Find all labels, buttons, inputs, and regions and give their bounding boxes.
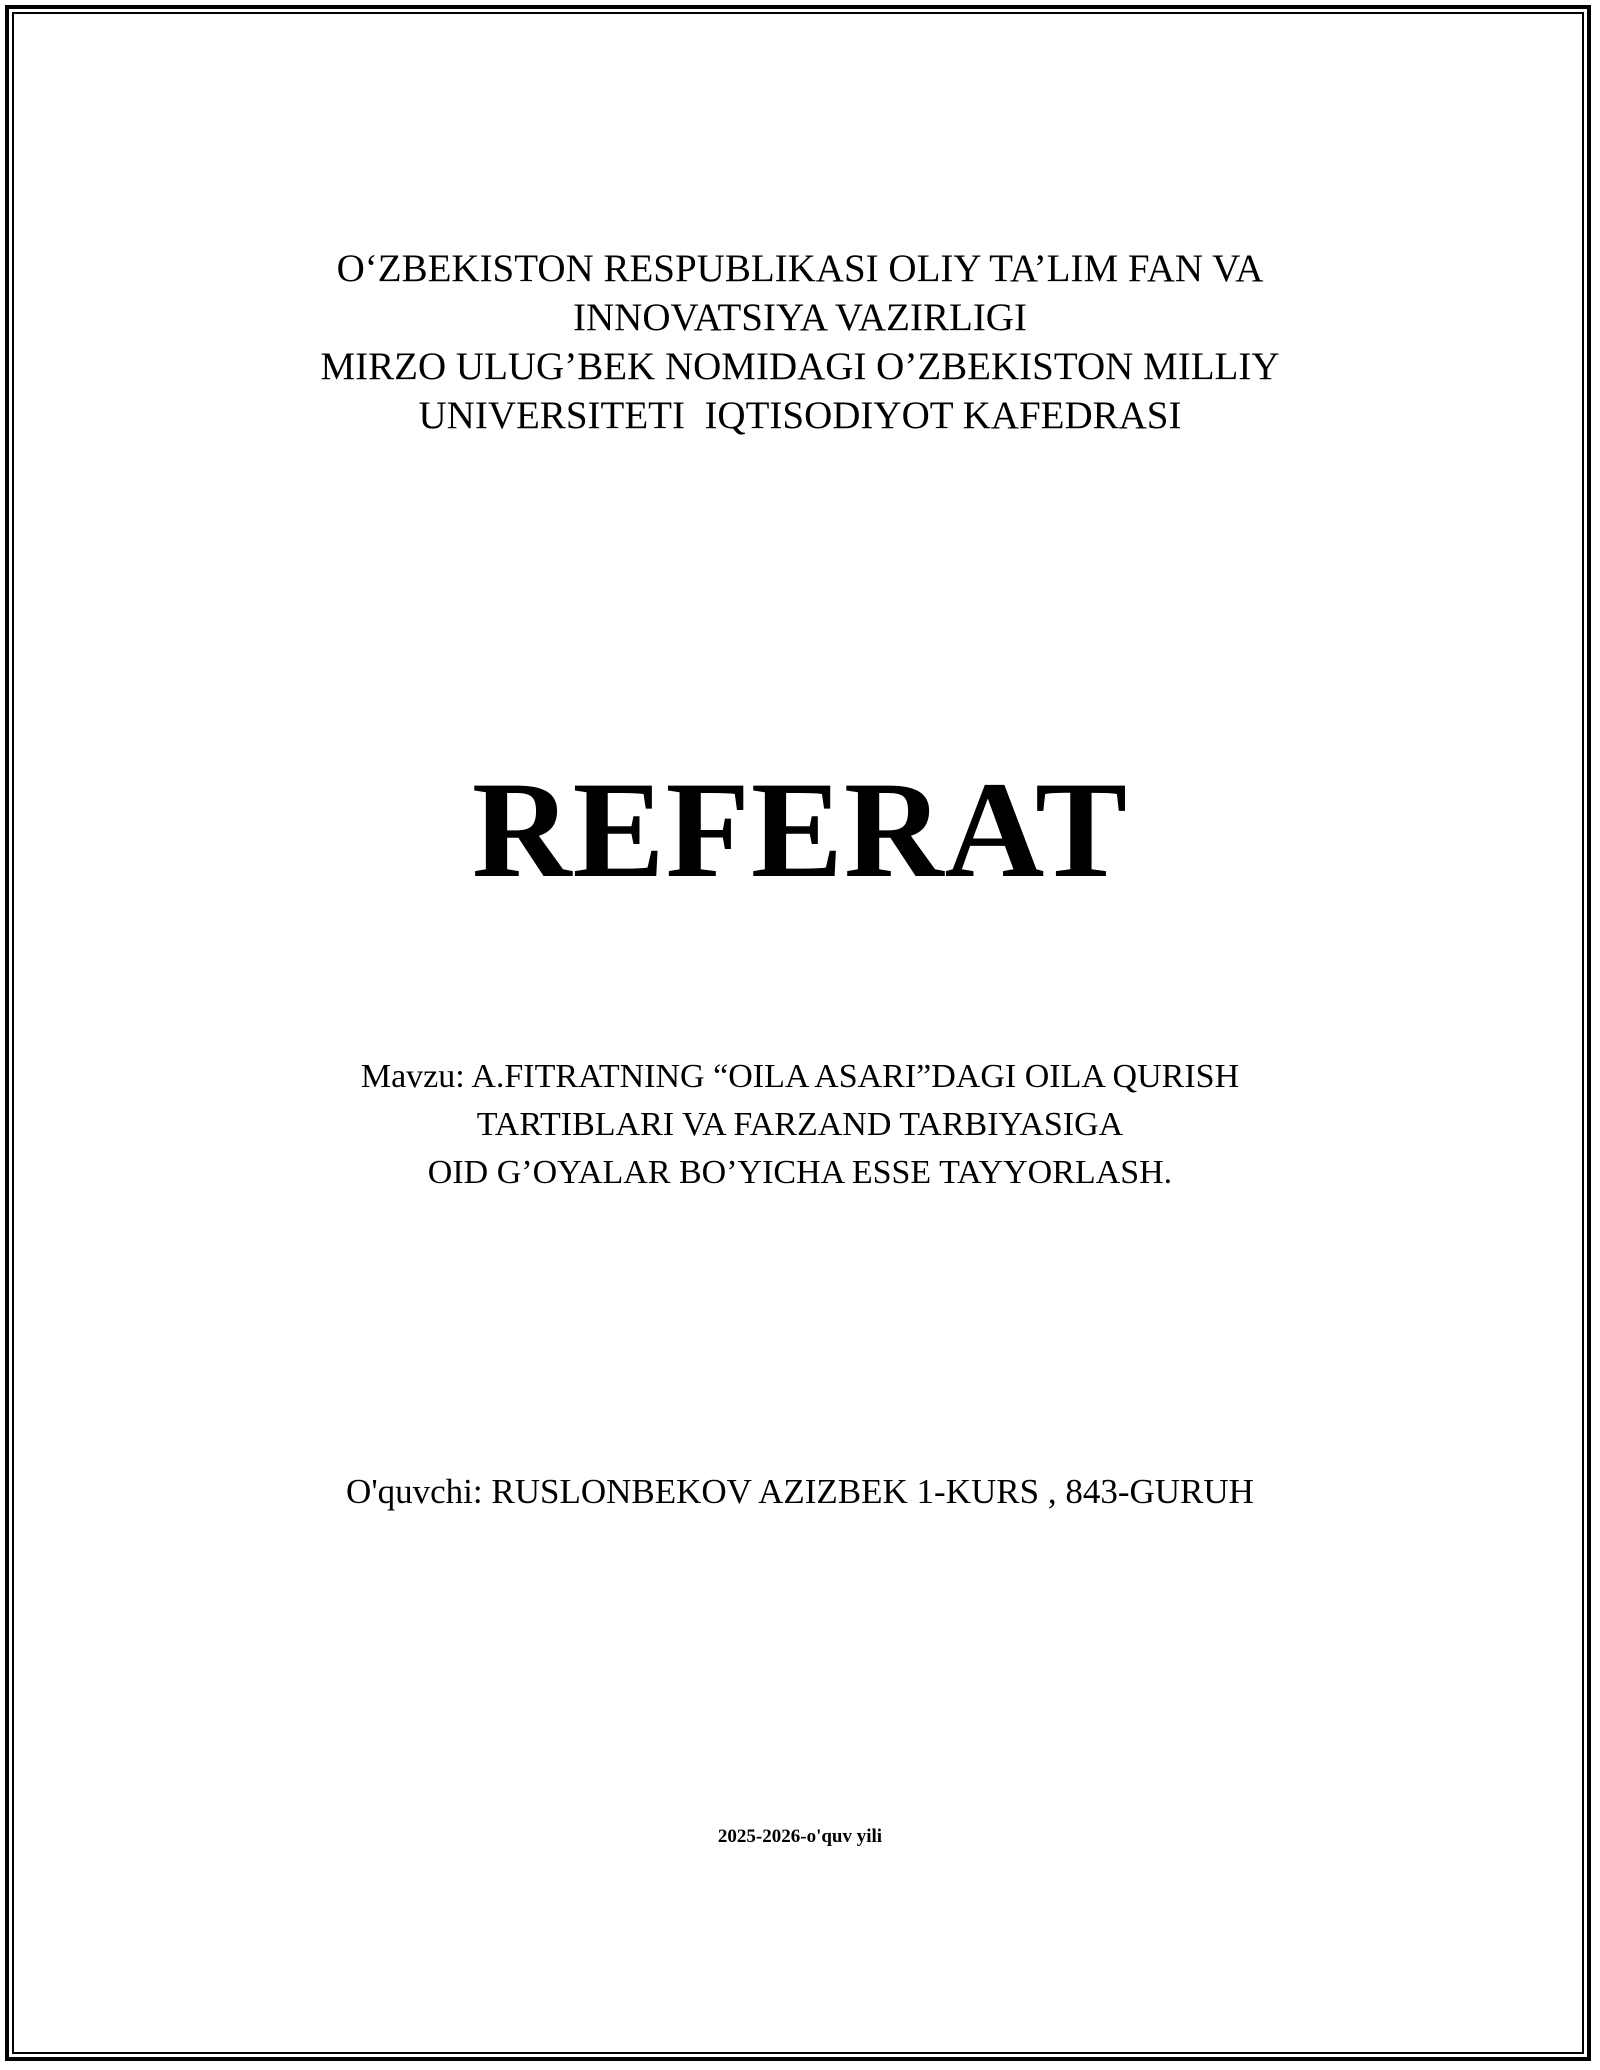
- topic-line-1: Mavzu: A.FITRATNING “OILA ASARI”DAGI OILA QURISH: [360, 1058, 1240, 1095]
- academic-year: 2025-2026-o'quv yili: [717, 1826, 883, 1847]
- document-title: REFERAT: [471, 753, 1129, 906]
- student-info: O'quvchi: RUSLONBEKOV AZIZBEK 1-KURS , 843-GURUH: [346, 1472, 1254, 1511]
- topic-block: [0, 1053, 1600, 1197]
- header-line-ministry-cont: INNOVATSIYA VAZIRLIGI: [573, 296, 1027, 339]
- header-line-ministry: O‘ZBEKISTON RESPUBLIKASI OLIY TA’LIM FAN VA: [336, 247, 1264, 290]
- topic-line-3: OID G’OYALAR BO’YICHA ESSE TAYYORLASH.: [427, 1154, 1173, 1191]
- institution-header: [0, 244, 1600, 440]
- student-block: [0, 1470, 1600, 1514]
- topic-line-2: TARTIBLARI VA FARZAND TARBIYASIGA: [476, 1106, 1124, 1143]
- document-title-block: [0, 750, 1600, 910]
- header-line-department: UNIVERSITETI IQTISODIYOT KAFEDRASI: [418, 394, 1182, 437]
- year-block: [0, 1824, 1600, 1850]
- header-line-university: MIRZO ULUG’BEK NOMIDAGI O’ZBEKISTON MILLIY: [320, 345, 1280, 388]
